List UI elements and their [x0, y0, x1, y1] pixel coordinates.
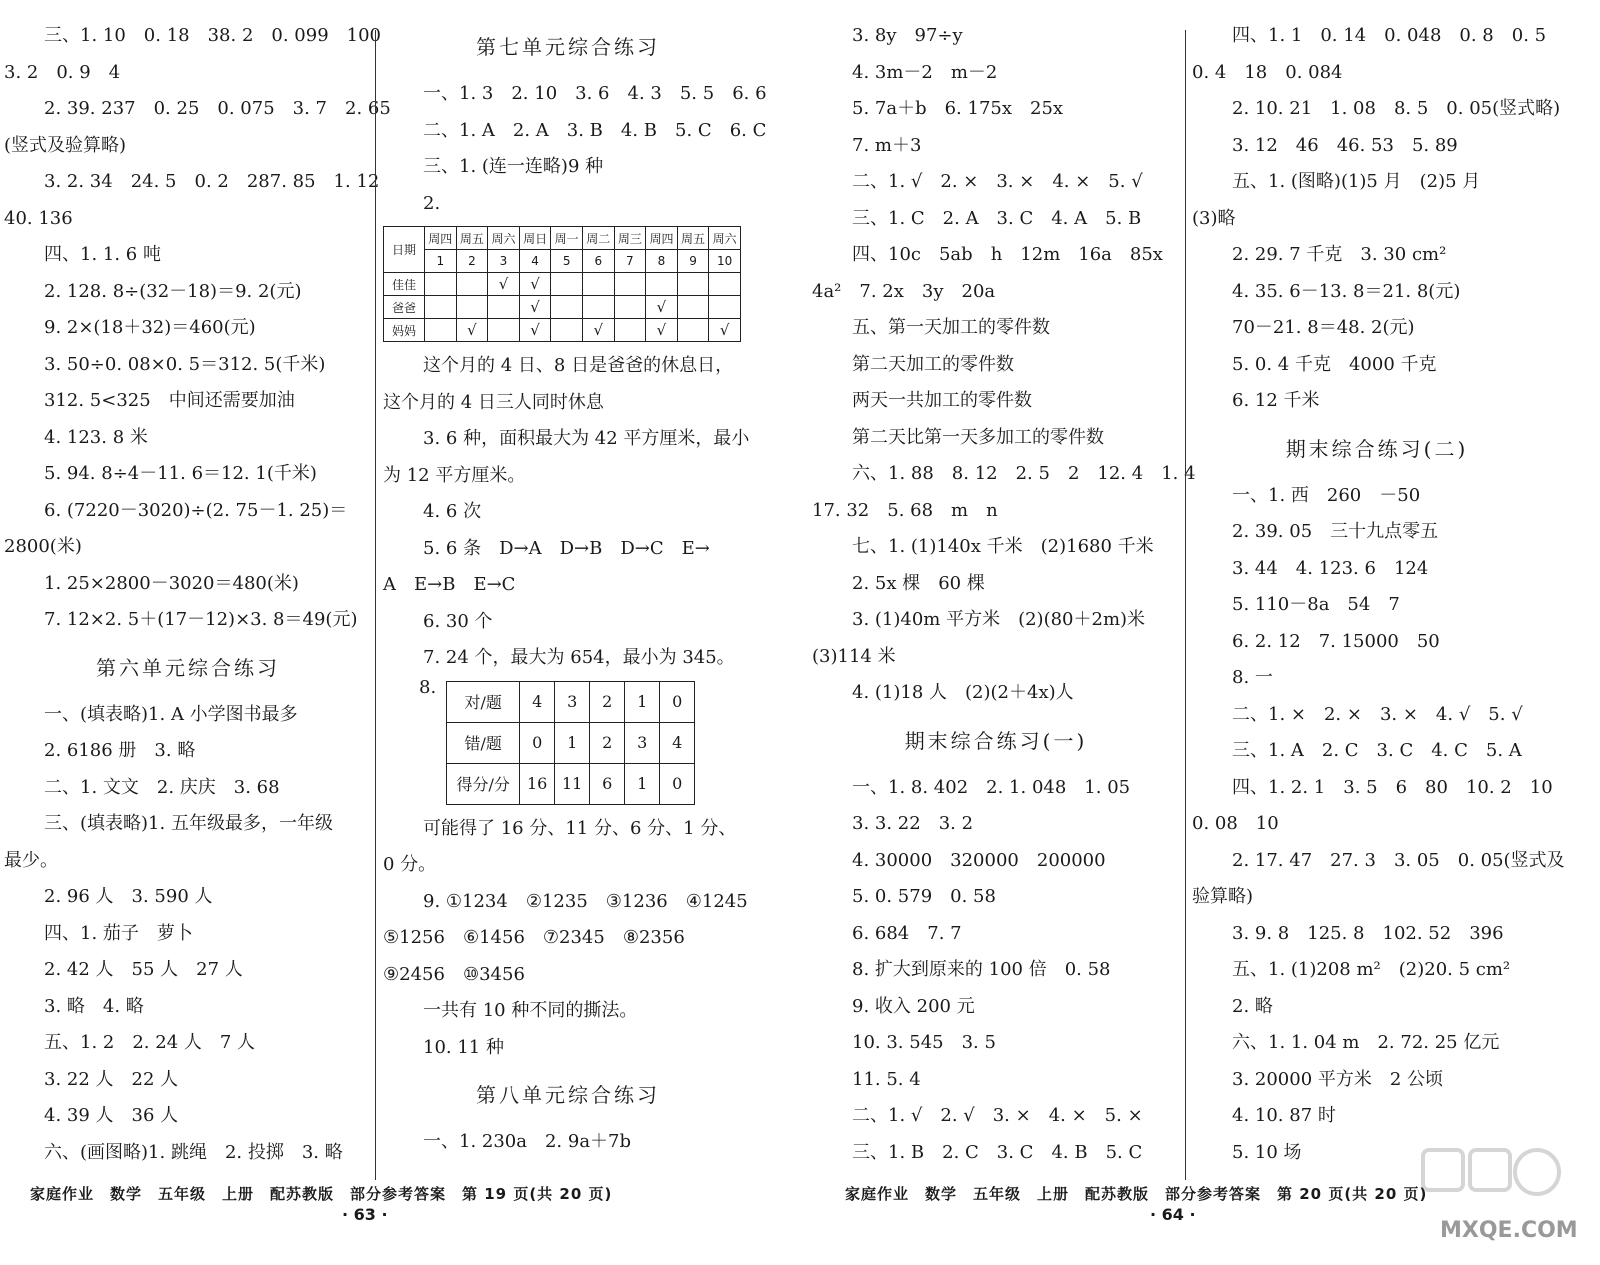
calendar-mark: [677, 296, 709, 319]
answer-line: 四、1. 茄子 萝卜: [44, 922, 193, 944]
calendar-row: [384, 296, 741, 319]
answer-line: 6. 12 千米: [1232, 390, 1320, 411]
calendar-mark: [425, 319, 457, 342]
calendar-mark: √: [488, 273, 520, 296]
answer-line: 一、1. 西 260 －50: [1232, 484, 1421, 506]
section-heading: 期末综合练习(二): [1285, 436, 1469, 461]
calendar-mark: [488, 296, 520, 319]
score-cell: 2: [590, 722, 625, 763]
answer-line: 一共有 10 种不同的撕法。: [423, 1000, 638, 1021]
score-cell: 3: [555, 681, 590, 722]
section-heading: 第七单元综合练习: [476, 35, 660, 59]
calendar-mark: [677, 273, 709, 296]
answer-line: 11. 5. 4: [852, 1068, 921, 1090]
column-divider: [375, 30, 376, 1180]
section-heading: 期末综合练习(一): [904, 728, 1088, 753]
answer-line: 七、1. (1)140x 千米 (2)1680 千米: [852, 536, 1154, 557]
calendar-person: 爸爸: [384, 296, 425, 319]
score-cell: 6: [590, 763, 625, 804]
answer-line: 2. 略: [1232, 995, 1273, 1017]
answer-line: 六、1. 1. 04 m 2. 72. 25 亿元: [1232, 1032, 1500, 1053]
answer-line: 2. 96 人 3. 590 人: [44, 886, 213, 907]
answer-line: 7. 24 个，最大为 654，最小为 345。: [423, 647, 735, 668]
answer-line: 9. ①1234 ②1235 ③1236 ④1245: [423, 890, 748, 912]
calendar-date: 5: [551, 250, 583, 273]
footer-left: 家庭作业 数学 五年级 上册 配苏教版 部分参考答案 第 19 页(共 20 页): [30, 1185, 613, 1203]
answer-line: 2. 39. 237 0. 25 0. 075 3. 7 2. 65: [44, 98, 391, 119]
answer-line: 2. 39. 05 三十九点零五: [1232, 521, 1439, 542]
calendar-weekday: 周五: [456, 227, 488, 250]
answer-line: 五、1. (1)208 m² (2)20. 5 cm²: [1232, 959, 1511, 980]
answer-line: 可能得了 16 分、11 分、6 分、1 分、: [423, 817, 737, 839]
answer-line: 5. 6 条 D→A D→B D→C E→: [423, 537, 710, 559]
column-divider: [1185, 30, 1186, 1180]
answer-line: 9. 2×(18＋32)＝460(元): [44, 317, 256, 338]
column-4: [1192, 18, 1565, 1171]
calendar-date: 10: [709, 250, 741, 273]
calendar-mark: [709, 273, 741, 296]
answer-line: A E→B E→C: [383, 574, 516, 595]
calendar-person: 佳佳: [384, 273, 425, 296]
score-cell: 1: [555, 722, 590, 763]
answer-line: 8. 扩大到原来的 100 倍 0. 58: [852, 959, 1111, 980]
calendar-mark: [456, 296, 488, 319]
answer-line: 第二天加工的零件数: [852, 353, 1014, 375]
answer-line: 312. 5<325 中间还需要加油: [44, 390, 295, 411]
calendar-weekday: 周六: [709, 227, 741, 250]
answer-line: 3. 3. 22 3. 2: [852, 813, 974, 834]
answer-line: 四、1. 1 0. 14 0. 048 0. 8 0. 5: [1232, 25, 1547, 46]
answer-line: 五、1. (图略)(1)5 月 (2)5 月: [1232, 171, 1481, 192]
answer-line: 四、1. 1. 6 吨: [44, 244, 161, 265]
calendar-mark: [614, 273, 646, 296]
answer-line: 第二天比第一天多加工的零件数: [852, 426, 1104, 448]
answer-line: 2. 6186 册 3. 略: [44, 740, 196, 761]
answer-line: 70－21. 8＝48. 2(元): [1232, 317, 1415, 338]
calendar-weekday: 周四: [425, 227, 457, 250]
answer-line: 二、1. × 2. × 3. × 4. √ 5. √: [1232, 703, 1523, 725]
calendar-mark: √: [646, 319, 678, 342]
answer-line: 2. 5x 棵 60 棵: [852, 572, 985, 594]
answer-line: 10. 3. 545 3. 5: [852, 1032, 996, 1053]
answer-line: 2800(米): [4, 536, 82, 557]
score-table-block: [383, 677, 753, 811]
calendar-mark: [551, 273, 583, 296]
answer-line: 3. 9. 8 125. 8 102. 52 396: [1232, 922, 1504, 944]
calendar-date: 3: [488, 250, 520, 273]
score-cell: 4: [660, 722, 695, 763]
page-number-right: · 64 ·: [1150, 1205, 1196, 1224]
calendar-date: 2: [456, 250, 488, 273]
score-row: [447, 763, 695, 804]
answer-line: 9. 收入 200 元: [852, 995, 975, 1017]
score-cell: 16: [520, 763, 555, 804]
calendar-date: 9: [677, 250, 709, 273]
answer-line: 3. 2 0. 9 4: [4, 61, 121, 83]
calendar-weekday: 周六: [488, 227, 520, 250]
score-cell: 0: [520, 722, 555, 763]
calendar-mark: [709, 296, 741, 319]
footer-right: 家庭作业 数学 五年级 上册 配苏教版 部分参考答案 第 20 页(共 20 页): [845, 1185, 1428, 1203]
answer-line: 5. 10 场: [1232, 1141, 1302, 1163]
calendar-mark: [425, 273, 457, 296]
answer-line: 3. (1)40m 平方米 (2)(80＋2m)米: [852, 609, 1146, 630]
answer-line: 6. (7220－3020)÷(2. 75－1. 25)＝: [44, 499, 348, 521]
answer-line: 0. 4 18 0. 084: [1192, 61, 1343, 83]
calendar-person: 妈妈: [384, 319, 425, 342]
column-3: [812, 18, 1196, 1171]
score-row: [447, 681, 695, 722]
section-heading: 第八单元综合练习: [476, 1083, 660, 1107]
answer-line: 5. 0. 579 0. 58: [852, 886, 996, 907]
calendar-mark: [582, 296, 614, 319]
calendar-mark: [677, 319, 709, 342]
calendar-date-label: 日期: [384, 227, 425, 273]
score-table-number: 8.: [419, 676, 437, 698]
score-cell: 1: [625, 681, 660, 722]
calendar-row: [384, 273, 741, 296]
answer-line: 三、1. 10 0. 18 38. 2 0. 099 100: [44, 25, 382, 46]
answer-line: 验算略): [1192, 886, 1254, 907]
section-heading: 第六单元综合练习: [96, 655, 280, 680]
answer-line: 四、10c 5ab h 12m 16a 85x: [852, 244, 1163, 265]
calendar-date: 8: [646, 250, 678, 273]
answer-line: 为 12 平方厘米。: [383, 464, 526, 486]
calendar-date: 4: [519, 250, 551, 273]
answer-line: 一、1. 230a 2. 9a＋7b: [423, 1131, 632, 1152]
calendar-mark: [582, 273, 614, 296]
calendar-mark: [614, 319, 646, 342]
answer-line: 3. 略 4. 略: [44, 995, 144, 1017]
answer-line: 3. 2. 34 24. 5 0. 2 287. 85 1. 12: [44, 171, 380, 192]
score-cell: 2: [590, 681, 625, 722]
answer-line: 2. 42 人 55 人 27 人: [44, 959, 243, 980]
score-row: [447, 722, 695, 763]
answer-line: 五、1. 2 2. 24 人 7 人: [44, 1032, 256, 1053]
score-row-label: 得分/分: [447, 763, 520, 804]
answer-line: 4. (1)18 人 (2)(2＋4x)人: [852, 682, 1074, 703]
answer-line: 3. 12 46 46. 53 5. 89: [1232, 134, 1458, 156]
answer-line: 一、1. 3 2. 10 3. 6 4. 3 5. 5 6. 6: [423, 83, 767, 104]
calendar-mark: [456, 273, 488, 296]
calendar-weekday: 周日: [519, 227, 551, 250]
answer-line: 5. 7a＋b 6. 175x 25x: [852, 98, 1064, 119]
calendar-date: 6: [582, 250, 614, 273]
calendar-mark: √: [646, 296, 678, 319]
calendar-table: [383, 226, 741, 342]
calendar-mark: √: [519, 296, 551, 319]
column-2: [383, 18, 767, 1161]
answer-line: 最少。: [4, 849, 58, 871]
answer-line: 六、1. 88 8. 12 2. 5 2 12. 4 1. 4: [852, 463, 1196, 484]
calendar-mark: [614, 296, 646, 319]
answer-line: 1. 25×2800－3020＝480(米): [44, 572, 299, 594]
calendar-mark: √: [709, 319, 741, 342]
answer-line: 6. 2. 12 7. 15000 50: [1232, 630, 1440, 652]
answer-line: 10. 11 种: [423, 1036, 504, 1058]
answer-line: 0. 08 10: [1192, 813, 1279, 834]
answer-line: ⑨2456 ⑩3456: [383, 963, 525, 985]
answer-line: (竖式及验算略): [4, 134, 127, 156]
answer-line: ⑤1256 ⑥1456 ⑦2345 ⑧2356: [383, 927, 685, 948]
answer-line: 3. 20000 平方米 2 公顷: [1232, 1068, 1444, 1090]
page-number-left: · 63 ·: [342, 1205, 388, 1224]
answer-line: 4. 6 次: [423, 501, 482, 522]
answer-line: 3. 50÷0. 08×0. 5＝312. 5(千米): [44, 353, 326, 375]
answer-line: 三、(填表略)1. 五年级最多，一年级: [44, 813, 333, 834]
answer-line: 二、1. √ 2. √ 3. × 4. × 5. ×: [852, 1105, 1143, 1126]
score-cell: 1: [625, 763, 660, 804]
answer-line: 六、(画图略)1. 跳绳 2. 投掷 3. 略: [44, 1141, 343, 1163]
calendar-weekday: 周四: [646, 227, 678, 250]
calendar-date: 1: [425, 250, 457, 273]
score-cell: 0: [660, 763, 695, 804]
column-1: [4, 18, 391, 1171]
answer-line: 2. 17. 47 27. 3 3. 05 0. 05(竖式及: [1232, 849, 1565, 871]
answer-line: 7. m＋3: [852, 134, 922, 156]
answer-line: 6. 30 个: [423, 610, 493, 632]
answer-line: 8. 一: [1232, 667, 1273, 688]
score-row-label: 对/题: [447, 681, 520, 722]
calendar-mark: [551, 296, 583, 319]
calendar-mark: [646, 273, 678, 296]
answer-line: 2. 128. 8÷(32－18)＝9. 2(元): [44, 280, 302, 302]
answer-line: 17. 32 5. 68 m n: [812, 499, 998, 521]
answer-line: 2. 29. 7 千克 3. 30 cm²: [1232, 244, 1447, 265]
answer-line: 4. 123. 8 米: [44, 426, 148, 448]
answer-line: 5. 110－8a 54 7: [1232, 594, 1400, 615]
answer-line: 3. 22 人 22 人: [44, 1068, 179, 1090]
answer-line: 4. 3m－2 m－2: [852, 61, 998, 83]
answer-line: 2.: [423, 192, 441, 214]
calendar-mark: √: [519, 273, 551, 296]
answer-line: 5. 94. 8÷4－11. 6＝12. 1(千米): [44, 463, 317, 484]
calendar-weekday: 周一: [551, 227, 583, 250]
calendar-date: 7: [614, 250, 646, 273]
answer-line: 3. 8y 97÷y: [852, 25, 963, 46]
calendar-mark: √: [456, 319, 488, 342]
answer-line: 二、1. 文文 2. 庆庆 3. 68: [44, 776, 280, 798]
calendar-mark: [551, 319, 583, 342]
calendar-mark: [488, 319, 520, 342]
answer-line: 这个月的 4 日、8 日是爸爸的休息日，: [423, 355, 734, 376]
score-cell: 4: [520, 681, 555, 722]
answer-line: 二、1. √ 2. × 3. × 4. × 5. √: [852, 171, 1143, 192]
answer-line: 4. 30000 320000 200000: [852, 849, 1106, 871]
answer-line: 二、1. A 2. A 3. B 4. B 5. C 6. C: [423, 119, 767, 141]
answer-line: 三、1. A 2. C 3. C 4. C 5. A: [1232, 740, 1522, 761]
calendar-weekday: 周五: [677, 227, 709, 250]
calendar-mark: √: [519, 319, 551, 342]
answer-line: 这个月的 4 日三人同时休息: [383, 391, 604, 413]
score-cell: 0: [660, 681, 695, 722]
score-cell: 11: [555, 763, 590, 804]
answer-line: 五、第一天加工的零件数: [852, 317, 1050, 338]
calendar-mark: √: [582, 319, 614, 342]
answer-line: 4a² 7. 2x 3y 20a: [812, 280, 996, 302]
answer-line: (3)略: [1192, 207, 1236, 229]
calendar-weekday: 周三: [614, 227, 646, 250]
answer-line: 4. 10. 87 时: [1232, 1105, 1336, 1126]
answer-line: 4. 35. 6－13. 8＝21. 8(元): [1232, 280, 1461, 302]
score-table: [446, 681, 695, 805]
calendar-row: [384, 319, 741, 342]
answer-line: 4. 39 人 36 人: [44, 1105, 179, 1126]
answer-line: 0 分。: [383, 854, 437, 875]
answer-line: 三、1. B 2. C 3. C 4. B 5. C: [852, 1141, 1143, 1163]
answer-line: 四、1. 2. 1 3. 5 6 80 10. 2 10: [1232, 776, 1553, 798]
watermark-text: MXQE.COM: [1440, 1218, 1578, 1243]
answer-line: 2. 10. 21 1. 08 8. 5 0. 05(竖式略): [1232, 98, 1561, 119]
answer-line: 6. 684 7. 7: [852, 922, 962, 944]
answer-line: 5. 0. 4 千克 4000 千克: [1232, 353, 1437, 375]
answer-line: (3)114 米: [812, 645, 896, 667]
score-cell: 3: [625, 722, 660, 763]
score-row-label: 错/题: [447, 722, 520, 763]
answer-line: 两天一共加工的零件数: [852, 390, 1032, 411]
answer-line: 3. 6 种，面积最大为 42 平方厘米，最小: [423, 428, 750, 449]
answer-line: 一、(填表略)1. A 小学图书最多: [44, 703, 298, 725]
answer-line: 3. 44 4. 123. 6 124: [1232, 557, 1429, 579]
answer-line: 三、1. (连一连略)9 种: [423, 156, 604, 177]
answer-line: 一、1. 8. 402 2. 1. 048 1. 05: [852, 776, 1131, 798]
answer-line: 40. 136: [4, 207, 73, 229]
calendar-mark: [425, 296, 457, 319]
calendar-weekday: 周二: [582, 227, 614, 250]
answer-line: 7. 12×2. 5＋(17－12)×3. 8＝49(元): [44, 609, 358, 630]
answer-line: 三、1. C 2. A 3. C 4. A 5. B: [852, 207, 1142, 229]
